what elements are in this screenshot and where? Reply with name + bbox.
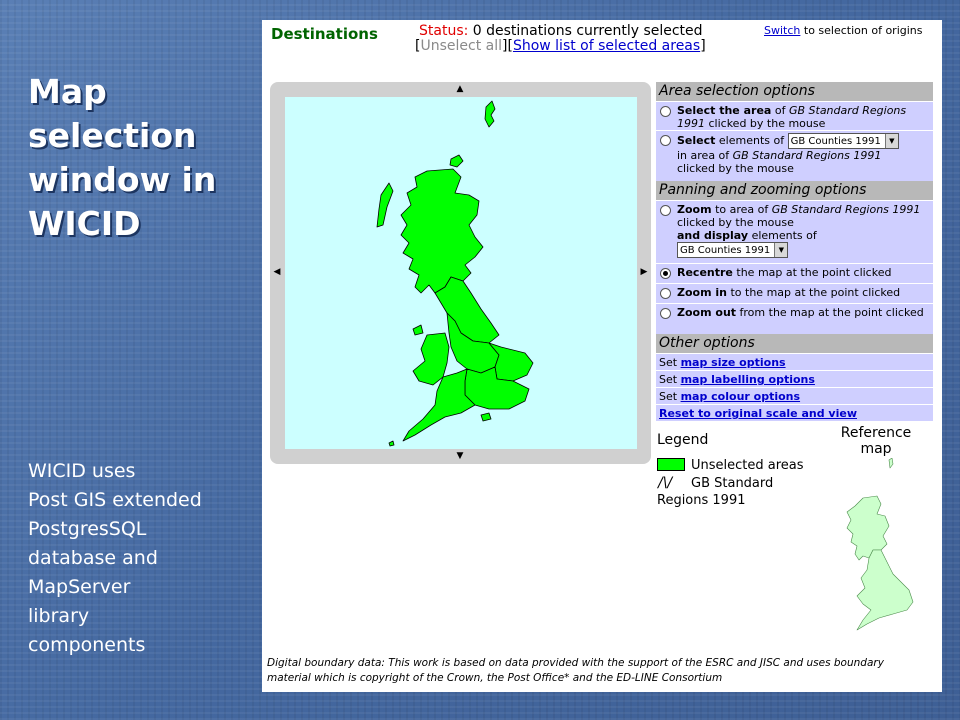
reset-link[interactable]: Reset to original scale and view (659, 407, 857, 420)
slide-body-line: Post GIS extended (28, 489, 202, 511)
zoom-in-option[interactable]: Zoom in to the map at the point clicked (656, 283, 933, 303)
pan-up-arrow[interactable]: ▲ (456, 84, 464, 94)
map-frame (270, 82, 651, 464)
slide-title (28, 70, 253, 246)
slide-body-line: PostgresSQL (28, 518, 147, 540)
legend-title: Legend (657, 432, 709, 448)
map-colour-row: Set map colour options (656, 387, 933, 404)
slide-title-line: selection (28, 116, 197, 155)
select-elements-radio[interactable] (660, 135, 671, 146)
reference-map-title: Reference map (840, 425, 912, 457)
status-line (419, 23, 703, 39)
slide-title-line: Map (28, 72, 107, 111)
scotland-mainland (401, 169, 483, 293)
select-elements-dropdown[interactable]: GB Counties 1991 ▼ (788, 133, 899, 149)
map-canvas[interactable] (285, 97, 637, 449)
reference-map-england-wales (857, 550, 913, 630)
switch-link[interactable]: Switch (764, 24, 801, 37)
select-elements-option[interactable] (656, 130, 933, 181)
map-colour-link[interactable]: map colour options (680, 390, 801, 403)
slide-body-line: MapServer (28, 576, 131, 598)
zoom-area-radio[interactable] (660, 205, 671, 216)
isle-of-wight (481, 413, 491, 421)
recentre-radio[interactable] (660, 268, 671, 279)
slide-body (28, 457, 253, 660)
reset-row (656, 404, 933, 421)
scilly-isles (389, 441, 394, 446)
slide-body-line: database and (28, 547, 158, 569)
select-area-text: Select the area of GB Standard Regions 1991 clicked by the mouse (677, 104, 907, 130)
reference-map[interactable] (827, 458, 927, 638)
pan-zoom-heading: Panning and zooming options (656, 181, 933, 200)
reference-map-scotland (847, 496, 889, 560)
status-text: 0 destinations currently selected (472, 23, 703, 39)
map-labelling-link[interactable]: map labelling options (680, 373, 815, 386)
select-area-radio[interactable] (660, 106, 671, 117)
pan-left-arrow[interactable]: ◀ (273, 267, 281, 277)
selection-actions: [Unselect all][Show list of selected areas] (415, 38, 706, 54)
switch-rest: to selection of origins (803, 24, 923, 37)
zoom-out-option[interactable]: Zoom out from the map at the point clicked (656, 303, 933, 334)
select-area-option[interactable] (656, 101, 933, 130)
pan-down-arrow[interactable]: ▼ (456, 451, 464, 461)
slide-title-line: window in (28, 160, 217, 199)
slide-title-line: WICID (28, 204, 141, 243)
switch-line (764, 24, 923, 37)
slide-body-line: components (28, 634, 146, 656)
western-isles (377, 183, 393, 227)
zoom-in-radio[interactable] (660, 288, 671, 299)
unselected-label: Unselected areas (691, 458, 804, 473)
reference-map-shetland (889, 458, 893, 468)
area-options-heading: Area selection options (656, 82, 933, 101)
other-options-heading: Other options (656, 334, 933, 353)
select-elements-text: Select elements of GB Counties 1991 ▼ in area of GB Standard Regions 1991 clicked by the mouse (677, 133, 899, 175)
unselect-all-link[interactable]: Unselect all (420, 38, 502, 54)
orkney-islands (450, 155, 463, 167)
options-panel (656, 82, 933, 423)
page-title: Destinations (271, 25, 378, 43)
zoom-area-option[interactable] (656, 200, 933, 263)
chevron-down-icon[interactable]: ▼ (885, 134, 898, 148)
wicid-screenshot (262, 20, 942, 692)
chevron-down-icon[interactable]: ▼ (774, 243, 787, 257)
status-label: Status: (419, 23, 469, 39)
copyright-footer: Digital boundary data: This work is based on data provided with the support of the ESRC and JISC and uses boundary material which is copyright of the Crown, the Post Office* and the ED-LINE Consortium (267, 657, 884, 684)
zoom-display-dropdown[interactable]: GB Counties 1991 ▼ (677, 242, 788, 258)
map-size-row: Set map size options (656, 353, 933, 370)
show-list-link[interactable]: Show list of selected areas (512, 38, 701, 54)
anglesey-island (413, 325, 423, 335)
boundary-line-icon: /\/ (658, 475, 673, 491)
pan-right-arrow[interactable]: ▶ (640, 267, 648, 277)
map-labelling-row: Set map labelling options (656, 370, 933, 387)
slide-body-line: WICID uses (28, 460, 136, 482)
slide-body-line: library (28, 605, 90, 627)
zoom-out-radio[interactable] (660, 308, 671, 319)
unselected-swatch (657, 458, 685, 471)
boundary-label-2: Regions 1991 (657, 493, 746, 508)
map-size-link[interactable]: map size options (680, 356, 786, 369)
boundary-label-1: GB Standard (691, 476, 774, 491)
zoom-area-text: Zoom to area of GB Standard Regions 1991 clicked by the mouse and display elements of GB Counties 1991 ▼ (677, 203, 931, 258)
recentre-option[interactable]: Recentre the map at the point clicked (656, 263, 933, 283)
gb-map[interactable] (285, 97, 637, 449)
shetland-islands (485, 101, 495, 127)
